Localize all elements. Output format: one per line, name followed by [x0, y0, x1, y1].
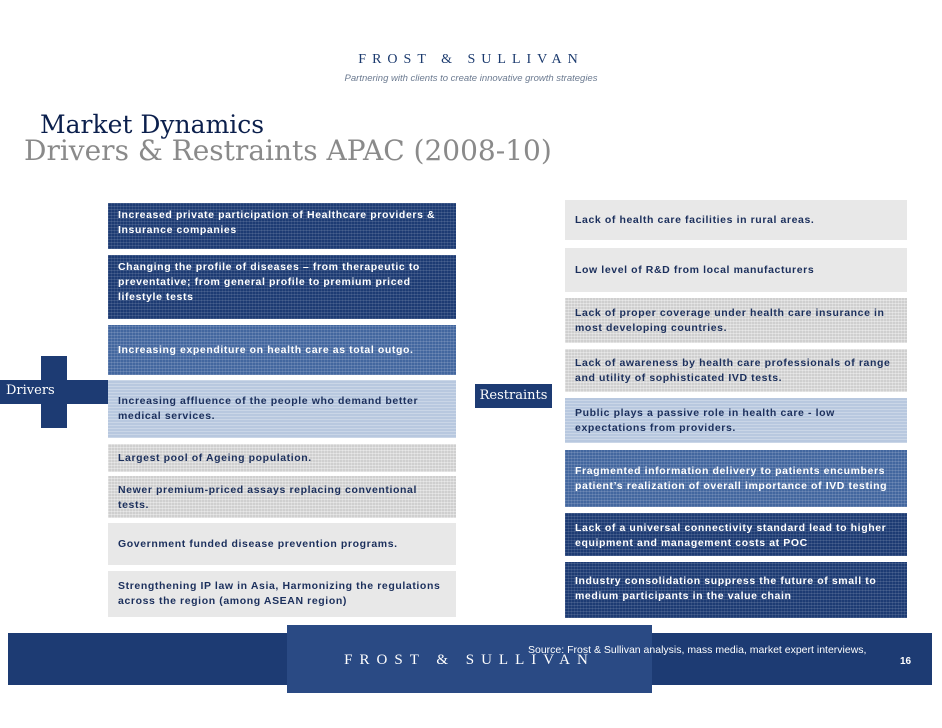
footer-logo-panel-top	[287, 625, 652, 633]
driver-item: Government funded disease prevention programs.	[108, 523, 456, 565]
restraint-item: Lack of proper coverage under health care insurance in most developing countries.	[565, 298, 907, 343]
driver-item: Increased private participation of Healthcare providers & Insurance companies	[108, 203, 456, 249]
restraint-item: Lack of awareness by health care professionals of range and utility of sophisticated IVD tests.	[565, 349, 907, 392]
restraint-item: Fragmented information delivery to patients encumbers patient’s realization of overall importance of IVD testing	[565, 450, 907, 507]
footer-logo: FROST & SULLIVAN	[344, 652, 595, 668]
tagline: Partnering with clients to create innovative growth strategies	[344, 73, 598, 84]
slide-subtitle: Drivers & Restraints APAC (2008-10)	[24, 134, 552, 167]
driver-item: Newer premium-priced assays replacing conventional tests.	[108, 476, 456, 518]
driver-item: Increasing affluence of the people who demand better medical services.	[108, 380, 456, 438]
driver-item: Largest pool of Ageing population.	[108, 444, 456, 472]
source-note: Source: Frost & Sullivan analysis, mass media, market expert interviews,	[528, 644, 867, 656]
driver-item: Changing the profile of diseases – from therapeutic to preventative; from general profile to premium priced lifestyle tests	[108, 255, 456, 319]
restraint-item: Low level of R&D from local manufacturers	[565, 248, 907, 292]
page-number: 16	[900, 656, 912, 667]
slide-title: Market Dynamics	[40, 110, 265, 139]
frost-sullivan-logo: FROST & SULLIVAN	[358, 52, 584, 67]
restraint-item: Lack of a universal connectivity standard lead to higher equipment and management costs at POC	[565, 513, 907, 556]
restraint-item: Industry consolidation suppress the future of small to medium participants in the value chain	[565, 562, 907, 618]
driver-item: Increasing expenditure on health care as total outgo.	[108, 325, 456, 375]
footer-logo-panel-bottom	[287, 685, 652, 693]
restraint-item: Public plays a passive role in health care - low expectations from providers.	[565, 398, 907, 443]
drivers-label: Drivers	[6, 383, 55, 398]
restraints-label: Restraints	[475, 384, 552, 408]
restraint-item: Lack of health care facilities in rural areas.	[565, 200, 907, 240]
driver-item: Strengthening IP law in Asia, Harmonizing the regulations across the region (among ASEAN region)	[108, 571, 456, 617]
